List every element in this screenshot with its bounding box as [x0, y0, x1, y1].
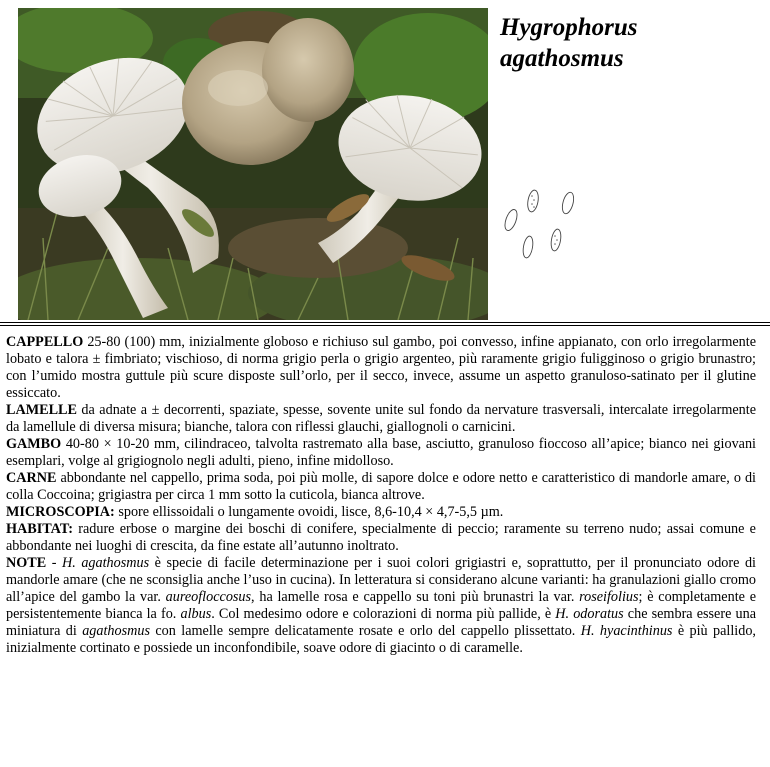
section-text: radure erbose o margine dei boschi di conifere, specialmente di peccio; raramente su terreno nudo; assai comune e abbondante nei luoghi di crescita, da fine estate all’autunno inoltrato. [6, 521, 756, 554]
section-note [6, 555, 756, 657]
section-text: spore ellissoidali o lungamente ovoidi, lisce, 8,6-10,4 × 4,7-5,5 µm. [114, 504, 504, 520]
section-text: da adnate a ± decorrenti, spaziate, spesse, sovente unite sul fondo da nervature trasversali, intercalate irregolarmente da lamellule di diversa misura; bianche, talora con riflessi glauchi, giallognoli o carnicini. [6, 402, 756, 435]
note-taxon: albus [180, 606, 212, 622]
note-text: ; è completamente e persistentemente bianca la fo. [6, 589, 756, 622]
note-taxon: H. hyacinthinus [580, 623, 673, 639]
section-gambo [6, 436, 756, 470]
mushroom-photo [18, 8, 488, 320]
note-taxon: roseifolius [579, 589, 639, 605]
mushroom-illustration [18, 8, 488, 320]
species-title-genus: Hygrophorus [500, 14, 638, 41]
section-habitat [6, 521, 756, 555]
note-text: è specie di facile determinazione per i suoi colori grigiastri e, soprattutto, per il pronunciato odore di mandorle amare (che ne sconsiglia anche l’uso in cucina). In letteratura si considerano alcune varianti: ha granulazioni giallo cromo all’apice del gambo la var. [6, 555, 756, 605]
section-text: 40-80 × 10-20 mm, cilindraceo, talvolta rastremato alla base, asciutto, granuloso fioccoso all’apice; bianco nei giovani esemplari, volge al grigiognolo negli adulti, pieno, infine midolloso. [6, 436, 756, 469]
note-text: . Col medesimo odore e colorazioni di norma più pallide, è [211, 606, 556, 622]
note-text: - [46, 555, 62, 571]
section-label: CARNE [6, 470, 57, 486]
section-lamelle [6, 402, 756, 436]
note-text: , ha lamelle rosa e cappello su toni più brunastri la var. [251, 589, 580, 605]
note-text: che sembra essere una miniatura di [6, 606, 756, 639]
separator-line [0, 322, 770, 323]
section-microscopia [6, 504, 756, 521]
section-label: MICROSCOPIA: [6, 504, 115, 520]
section-label: CAPPELLO [6, 334, 84, 350]
note-taxon: H. agathosmus [62, 555, 150, 571]
section-label: NOTE [6, 555, 47, 571]
species-title-epithet: agathosmus [500, 45, 624, 72]
section-text: 25-80 (100) mm, inizialmente globoso e richiuso sul gambo, poi convesso, infine appianato, con orlo irregolarmente lobato e talora ± fimbriato; vischioso, di norma grigio perla o grigio argenteo, più raramente grigio fuligginoso o grigio brunastro; con l’umido mostra guttule più scure disposte sull’orlo, per il secco, invece, assume un aspetto granuloso-satinato per il glutine essiccato. [6, 334, 756, 401]
section-label: LAMELLE [6, 402, 77, 418]
species-title [500, 12, 638, 74]
species-description [6, 334, 756, 657]
spore-drawing [500, 182, 585, 262]
note-text: è più pallido, inizialmente cortinato e possiede un inconfondibile, soave odore di giacinto o di caramelle. [6, 623, 756, 656]
section-label: HABITAT: [6, 521, 73, 537]
note-taxon: aureofloccosus [165, 589, 252, 605]
section-label: GAMBO [6, 436, 62, 452]
section-text: abbondante nel cappello, prima soda, poi più molle, di sapore dolce e odore netto e caratteristico di mandorle amare, o di colla Coccoina; grigiastra per circa 1 mm sotto la cuticola, bianca altrove. [6, 470, 756, 503]
note-text: con lamelle sempre delicatamente rosate e orlo del cappello plissettato. [149, 623, 581, 639]
separator-line [0, 325, 770, 326]
section-cappello [6, 334, 756, 402]
note-taxon: agathosmus [82, 623, 150, 639]
note-taxon: H. odoratus [555, 606, 624, 622]
section-carne [6, 470, 756, 504]
